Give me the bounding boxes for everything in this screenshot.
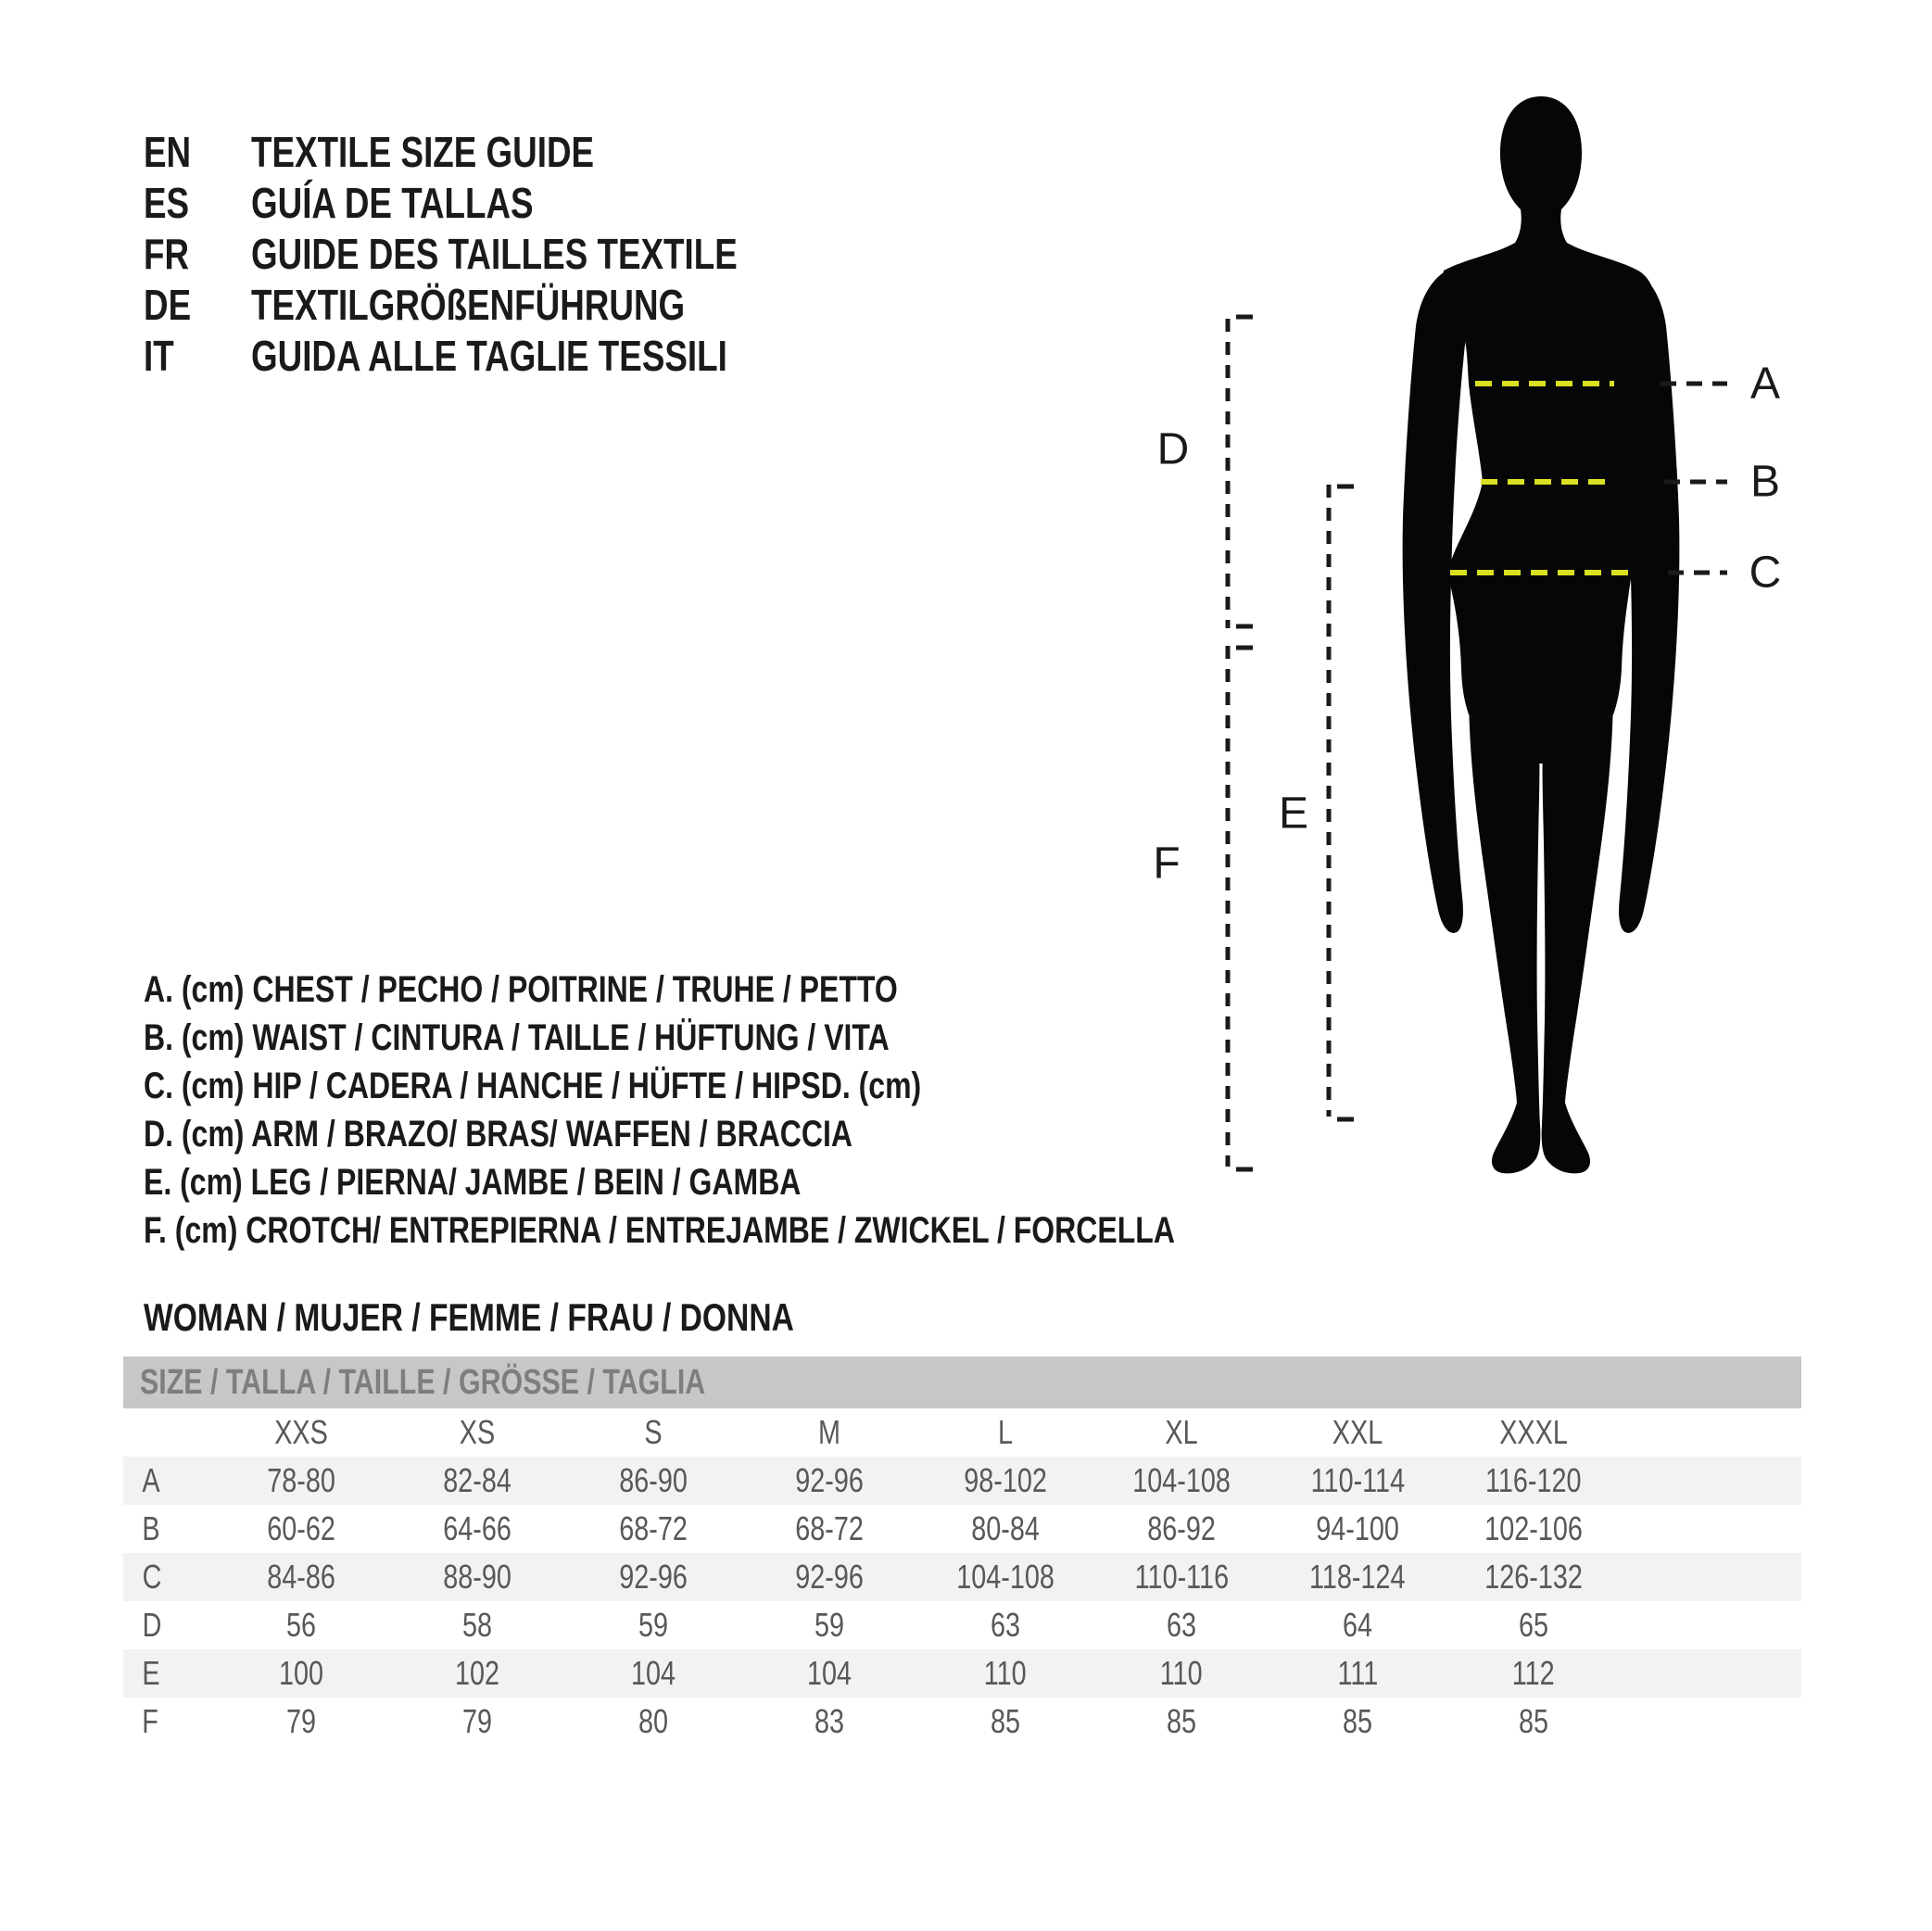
table-cell: 104-108: [1132, 1461, 1231, 1499]
size-col-l: L: [997, 1413, 1014, 1451]
table-row-e: [123, 1649, 1801, 1698]
size-col-xl: XL: [1165, 1413, 1198, 1451]
size-table-header-bar: [123, 1357, 1801, 1408]
table-cell: 110-114: [1310, 1461, 1405, 1499]
table-cell: 88-90: [443, 1558, 511, 1596]
size-col-xxs: XXS: [274, 1413, 328, 1451]
size-col-xs: XS: [459, 1413, 496, 1451]
lang-code-en: EN: [144, 127, 192, 176]
row-label: F: [142, 1702, 158, 1740]
lang-code-fr: FR: [144, 229, 190, 278]
size-col-s: S: [644, 1413, 663, 1451]
table-cell: 102-106: [1484, 1509, 1583, 1547]
table-cell: 78-80: [267, 1461, 335, 1499]
row-label: C: [142, 1558, 162, 1596]
table-cell: 83: [814, 1702, 845, 1740]
table-row-a: [123, 1457, 1801, 1505]
table-cell: 92-96: [795, 1558, 864, 1596]
table-cell: 59: [638, 1606, 669, 1644]
lang-row-es: [144, 177, 738, 228]
table-cell: 85: [1518, 1702, 1549, 1740]
lang-title-fr: GUIDE DES TAILLES TEXTILE: [251, 229, 738, 278]
size-col-xxl: XXL: [1332, 1413, 1383, 1451]
legend-line-a: A. (cm) CHEST / PECHO / POITRINE / TRUHE / PETTO: [144, 968, 898, 1010]
legend-line-b: B. (cm) WAIST / CINTURA / TAILLE / HÜFTUNG / VITA: [144, 1016, 890, 1058]
table-cell: 112: [1512, 1654, 1555, 1692]
table-cell: 79: [461, 1702, 493, 1740]
table-cell: 79: [285, 1702, 317, 1740]
table-cell: 58: [461, 1606, 493, 1644]
table-cell: 64-66: [443, 1509, 511, 1547]
table-cell: 111: [1337, 1654, 1378, 1692]
size-table-header-text: SIZE / TALLA / TAILLE / GRÖSSE / TAGLIA: [140, 1362, 706, 1402]
table-cell: 68-72: [619, 1509, 688, 1547]
lang-title-de: TEXTILGRÖßENFÜHRUNG: [251, 280, 686, 329]
legend-line-c: C. (cm) HIP / CADERA / HANCHE / HÜFTE / HIPSD. (cm): [144, 1065, 922, 1106]
woman-silhouette-figure: [1403, 96, 1680, 1173]
table-cell: 102: [454, 1654, 500, 1692]
table-cell: 110: [984, 1654, 1027, 1692]
table-cell: 65: [1518, 1606, 1549, 1644]
row-label: A: [142, 1461, 160, 1499]
table-row-c: [123, 1553, 1801, 1601]
table-cell: 92-96: [795, 1461, 864, 1499]
table-cell: 86-90: [619, 1461, 688, 1499]
table-cell: 104-108: [956, 1558, 1054, 1596]
table-cell: 82-84: [443, 1461, 511, 1499]
table-cell: 63: [1166, 1606, 1197, 1644]
size-col-xxxl: XXXL: [1499, 1413, 1568, 1451]
size-col-m: M: [818, 1413, 840, 1451]
diagram-label-arm: D: [1156, 424, 1190, 474]
table-cell: 98-102: [964, 1461, 1047, 1499]
table-cell: 80: [638, 1702, 669, 1740]
table-cell: 110: [1160, 1654, 1203, 1692]
diagram-label-chest: A: [1749, 359, 1781, 409]
lang-row-en: [144, 126, 738, 177]
row-label: B: [142, 1509, 160, 1547]
size-columns-row: [123, 1408, 1801, 1457]
legend-line-d: D. (cm) ARM / BRAZO/ BRAS/ WAFFEN / BRACCIA: [144, 1113, 853, 1155]
table-cell: 110-116: [1134, 1558, 1229, 1596]
lang-title-it: GUIDA ALLE TAGLIE TESSILI: [251, 331, 727, 380]
lang-code-it: IT: [144, 331, 174, 380]
diagram-label-waist: B: [1749, 457, 1781, 507]
table-cell: 63: [990, 1606, 1021, 1644]
table-cell: 85: [1342, 1702, 1373, 1740]
table-cell: 56: [285, 1606, 317, 1644]
table-cell: 60-62: [267, 1509, 335, 1547]
lang-row-fr: [144, 228, 738, 279]
section-title-woman: [144, 1294, 956, 1342]
table-cell: 80-84: [971, 1509, 1040, 1547]
lang-code-de: DE: [144, 280, 192, 329]
legend-line-e: E. (cm) LEG / PIERNA/ JAMBE / BEIN / GAMBA: [144, 1161, 802, 1203]
table-cell: 94-100: [1316, 1509, 1399, 1547]
language-title-block: [144, 126, 738, 381]
diagram-label-hip: C: [1749, 548, 1782, 598]
table-cell: 85: [990, 1702, 1021, 1740]
table-cell: 126-132: [1484, 1558, 1583, 1596]
table-cell: 85: [1166, 1702, 1197, 1740]
diagram-label-leg: E: [1278, 789, 1309, 839]
table-cell: 104: [630, 1654, 676, 1692]
diagram-label-crotch: F: [1153, 839, 1181, 889]
measurement-diagram: [1149, 83, 1816, 1186]
lang-title-es: GUÍA DE TALLAS: [251, 178, 534, 227]
table-cell: 64: [1342, 1606, 1373, 1644]
table-cell: 68-72: [795, 1509, 864, 1547]
row-label: E: [142, 1654, 160, 1692]
legend-line-f: F. (cm) CROTCH/ ENTREPIERNA / ENTREJAMBE / ZWICKEL / FORCELLA: [144, 1209, 1175, 1251]
table-cell: 100: [278, 1654, 324, 1692]
table-cell: 84-86: [267, 1558, 335, 1596]
table-cell: 104: [806, 1654, 852, 1692]
row-label: D: [142, 1606, 162, 1644]
measurement-legend: [144, 966, 1175, 1255]
table-cell: 59: [814, 1606, 845, 1644]
table-row-b: [123, 1505, 1801, 1553]
table-cell: 92-96: [619, 1558, 688, 1596]
table-cell: 116-120: [1485, 1461, 1582, 1499]
table-cell: 86-92: [1147, 1509, 1216, 1547]
table-row-d: [123, 1601, 1801, 1649]
table-cell: 118-124: [1309, 1558, 1406, 1596]
lang-row-it: [144, 330, 738, 381]
lang-row-de: [144, 279, 738, 330]
size-table: [123, 1357, 1801, 1746]
section-title-text: WOMAN / MUJER / FEMME / FRAU / DONNA: [144, 1295, 794, 1339]
table-row-f: [123, 1698, 1801, 1746]
lang-code-es: ES: [144, 178, 190, 227]
lang-title-en: TEXTILE SIZE GUIDE: [251, 127, 595, 176]
